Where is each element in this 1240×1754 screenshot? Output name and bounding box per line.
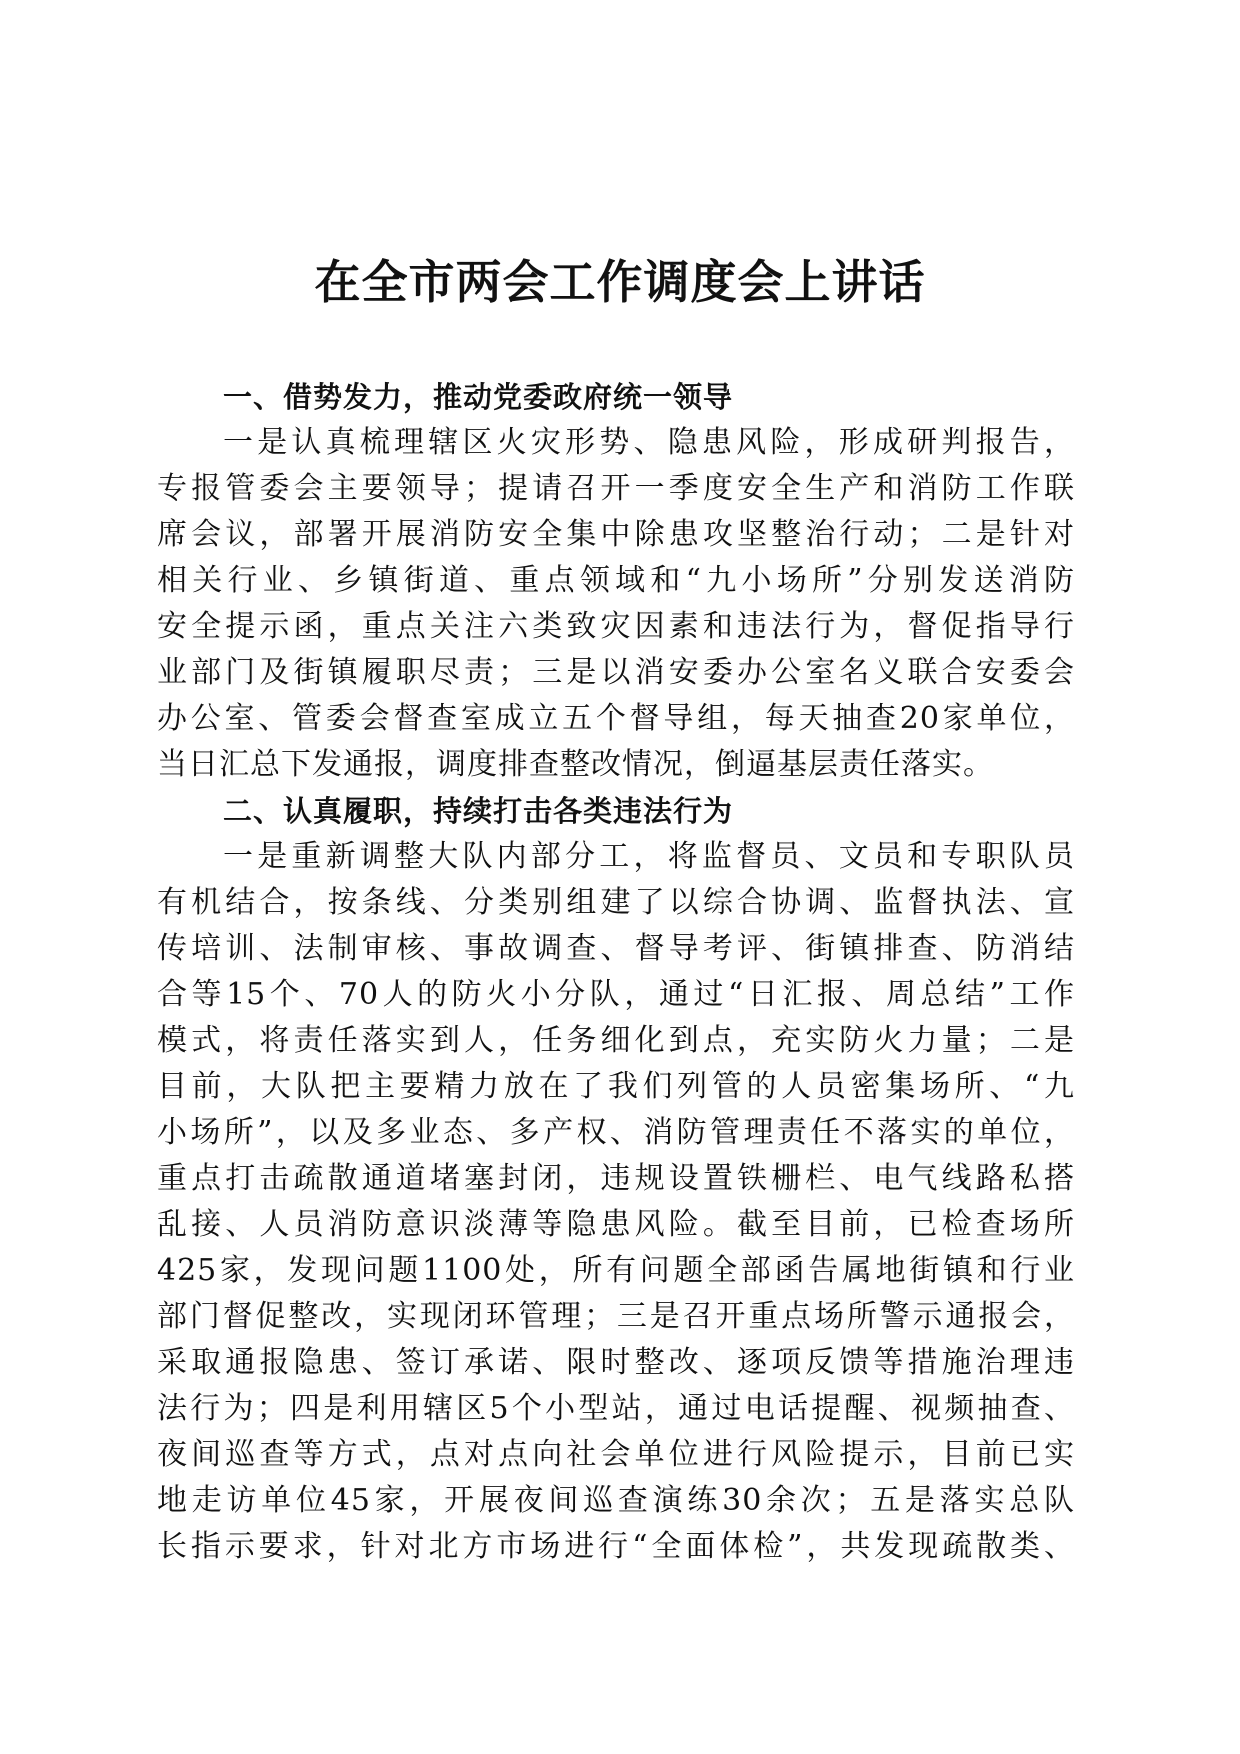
- paragraph-line: 目前，大队把主要精力放在了我们列管的人员密集场所、“九: [157, 1069, 1075, 1104]
- paragraph-line: 席会议，部署开展消防安全集中除患攻坚整治行动；二是针对: [157, 517, 1075, 552]
- paragraph-line: 乱接、人员消防意识淡薄等隐患风险。截至目前，已检查场所: [157, 1207, 1075, 1242]
- paragraph-line: 模式，将责任落实到人，任务细化到点，充实防火力量；二是: [157, 1023, 1075, 1058]
- document-body: [157, 374, 1075, 1570]
- paragraph-line: 长指示要求，针对北方市场进行“全面体检”，共发现疏散类、: [157, 1529, 1075, 1564]
- paragraph-line: 合等15个、70人的防火小分队，通过“日汇报、周总结”工作: [157, 977, 1075, 1012]
- section-heading: 一、借势发力，推动党委政府统一领导: [223, 380, 734, 414]
- paragraph-line: 专报管委会主要领导；提请召开一季度安全生产和消防工作联: [157, 471, 1075, 506]
- document-title: 在全市两会工作调度会上讲话: [314, 255, 926, 309]
- paragraph-line: 一是重新调整大队内部分工，将监督员、文员和专职队员: [223, 839, 1075, 874]
- paragraph-line: 相关行业、乡镇街道、重点领域和“九小场所”分别发送消防: [157, 563, 1075, 598]
- paragraph-line: 传培训、法制审核、事故调查、督导考评、街镇排查、防消结: [157, 931, 1075, 966]
- paragraph-line: 地走访单位45家，开展夜间巡查演练30余次；五是落实总队: [157, 1483, 1075, 1518]
- paragraph-line: 业部门及街镇履职尽责；三是以消安委办公室名义联合安委会: [157, 655, 1075, 690]
- paragraph-line: 采取通报隐患、签订承诺、限时整改、逐项反馈等措施治理违: [157, 1345, 1075, 1380]
- paragraph-line: 小场所”，以及多业态、多产权、消防管理责任不落实的单位，: [157, 1115, 1075, 1150]
- paragraph-line: 一是认真梳理辖区火灾形势、隐患风险，形成研判报告，: [223, 425, 1075, 460]
- paragraph-line: 办公室、管委会督查室成立五个督导组，每天抽查20家单位，: [157, 701, 1075, 736]
- paragraph-line: 夜间巡查等方式，点对点向社会单位进行风险提示，目前已实: [157, 1437, 1075, 1472]
- paragraph-line: 425家，发现问题1100处，所有问题全部函告属地街镇和行业: [157, 1253, 1075, 1288]
- paragraph-line: 安全提示函，重点关注六类致灾因素和违法行为，督促指导行: [157, 609, 1075, 644]
- paragraph-line: 有机结合，按条线、分类别组建了以综合协调、监督执法、宣: [157, 885, 1075, 920]
- paragraph-line: 当日汇总下发通报，调度排查整改情况，倒逼基层责任落实。: [157, 747, 994, 782]
- paragraph-line: 法行为；四是利用辖区5个小型站，通过电话提醒、视频抽查、: [157, 1391, 1075, 1426]
- section-heading: 二、认真履职，持续打击各类违法行为: [223, 794, 734, 828]
- paragraph-line: 部门督促整改，实现闭环管理；三是召开重点场所警示通报会，: [157, 1299, 1075, 1334]
- paragraph-line: 重点打击疏散通道堵塞封闭，违规设置铁栅栏、电气线路私搭: [157, 1161, 1075, 1196]
